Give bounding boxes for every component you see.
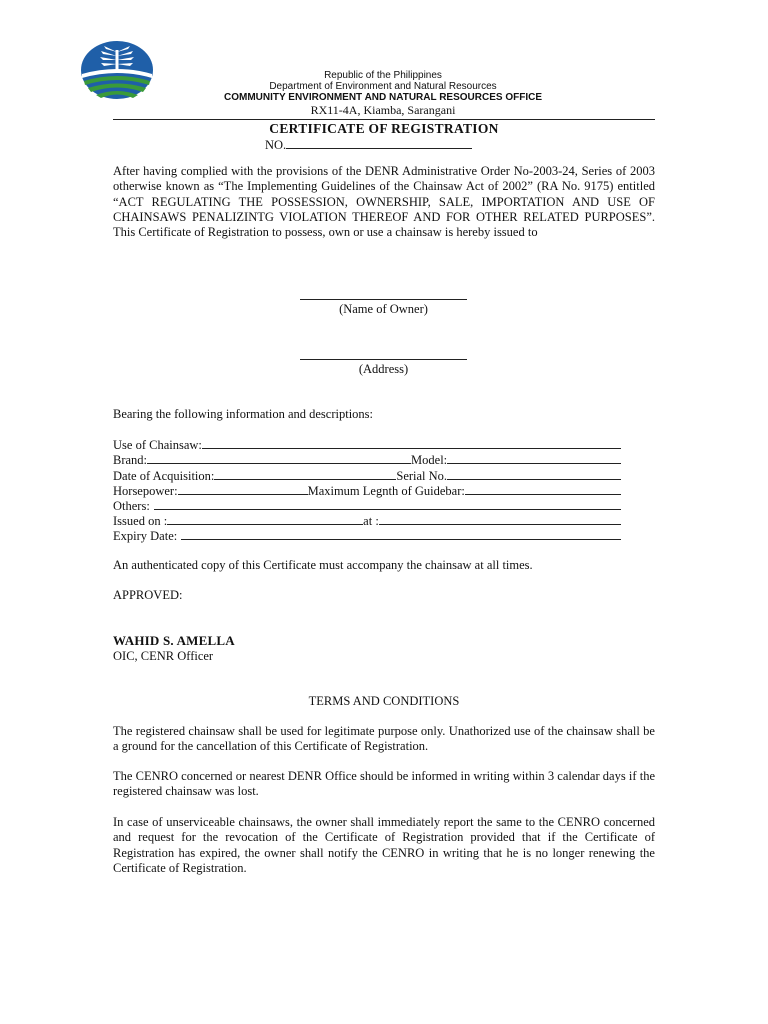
owner-name-field[interactable]: [300, 299, 467, 300]
field-others-row: [113, 498, 621, 514]
field-at-label: at :: [363, 514, 379, 528]
intro-paragraph: After having complied with the provisions of the DENR Administrative Order No-2003-24, Series of 2003 otherwise known as “The Implementing Guidelines of the Chainsaw Act of 2002” (RA No. 9175) entitled “ACT REGULATING THE POSSESSION, OWNERSHIP, SALE, IMPORTATION AND USE OF CHAINSAWS PENALIZINTG VIOLATION THEREOF AND FOR OTHER RELATED PURPOSES”. This Certificate of Registration to possess, own or use a chainsaw is hereby issued to: [113, 164, 655, 240]
field-acquisition-label: Date of Acquisition:: [113, 469, 215, 483]
field-horsepower-label: Horsepower:: [113, 484, 178, 498]
header-department: Department of Environment and Natural Resources: [269, 81, 497, 92]
signatory-position: OIC, CENR Officer: [113, 649, 214, 663]
header-divider: [113, 119, 655, 120]
field-expiry-row: [113, 528, 621, 544]
field-acquisition-input[interactable]: [214, 468, 396, 480]
terms-paragraph-3: In case of unserviceable chainsaws, the owner shall immediately report the same to the CENRO concerned and request for the revocation of the Certificate of Registration provided that if the Certificate of Registration has expired, the owner shall notify the CENRO in writing that he is no longer renewing the Certificate of Registration.: [113, 815, 655, 875]
field-others-label: Others:: [113, 499, 150, 513]
certificate-number-label: NO.: [265, 138, 287, 152]
owner-name-caption: (Name of Owner): [339, 302, 428, 316]
bearing-text: Bearing the following information and descriptions:: [113, 407, 374, 421]
field-expiry-input[interactable]: [181, 528, 621, 540]
field-serial-label: Serial No.: [396, 469, 448, 483]
field-guidebar-label: Maximum Legnth of Guidebar:: [307, 484, 465, 498]
authenticated-note: An authenticated copy of this Certificate must accompany the chainsaw at all times.: [113, 558, 533, 572]
owner-address-caption: (Address): [358, 362, 409, 376]
field-horsepower-row: [113, 483, 621, 499]
terms-heading: TERMS AND CONDITIONS: [308, 694, 460, 708]
field-use-label: Use of Chainsaw:: [113, 438, 202, 452]
header-office: COMMUNITY ENVIRONMENT AND NATURAL RESOURCES OFFICE: [224, 92, 542, 103]
field-use-input[interactable]: [202, 437, 621, 449]
field-brand-label: Brand:: [113, 453, 148, 467]
field-others-input[interactable]: [154, 498, 621, 510]
field-guidebar-input[interactable]: [465, 483, 621, 495]
field-brand-input[interactable]: [147, 452, 411, 464]
approved-label: APPROVED:: [113, 588, 183, 602]
field-issued-row: [113, 513, 621, 529]
header-address: RX11-4A, Kiamba, Sarangani: [310, 103, 456, 117]
field-at-input[interactable]: [379, 513, 621, 525]
field-model-label: Model:: [411, 453, 448, 467]
signatory-name: WAHID S. AMELLA: [113, 633, 235, 648]
field-serial-input[interactable]: [447, 468, 621, 480]
field-issued-label: Issued on :: [113, 514, 168, 528]
field-horsepower-input[interactable]: [178, 483, 308, 495]
page-title: CERTIFICATE OF REGISTRATION: [269, 121, 499, 136]
certificate-number-field[interactable]: [286, 137, 472, 149]
certificate-number: [265, 137, 472, 153]
field-use-row: [113, 437, 621, 453]
field-model-input[interactable]: [447, 452, 621, 464]
terms-paragraph-1: The registered chainsaw shall be used for legitimate purpose only. Unathorized use of the chainsaw shall be a ground for the cancellation of this Certificate of Registration.: [113, 724, 655, 754]
field-brand-row: [113, 452, 621, 468]
terms-paragraph-2: The CENRO concerned or nearest DENR Office should be informed in writing within 3 calendar days if the registered chainsaw was lost.: [113, 769, 655, 799]
field-expiry-label: Expiry Date:: [113, 529, 178, 543]
field-acquisition-row: [113, 468, 621, 484]
owner-address-field[interactable]: [300, 359, 467, 360]
field-issued-input[interactable]: [167, 513, 363, 525]
header-republic: Republic of the Philippines: [324, 70, 442, 81]
